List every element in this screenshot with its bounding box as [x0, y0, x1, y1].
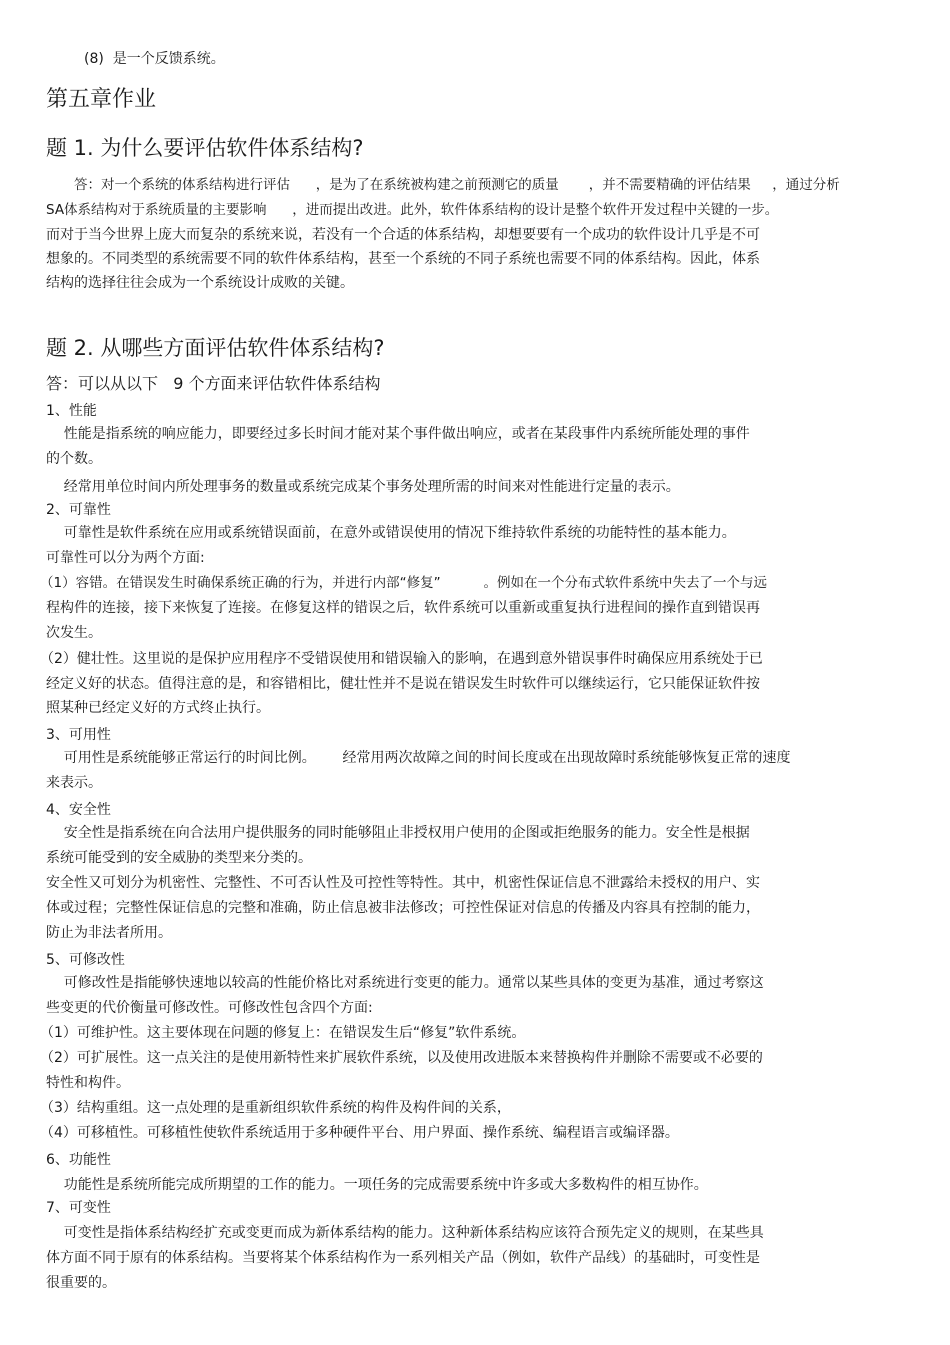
section-heading-reliability: 2、可靠性	[46, 502, 111, 518]
question-2-title: 题 2. 从哪些方面评估软件体系结构?	[46, 336, 385, 360]
section-line: 体方面不同于原有的体系结构。当要将某个体系结构作为一系列相关产品（例如，软件产品线）的基础时，可变性是	[46, 1250, 760, 1266]
section-line: 次发生。	[46, 625, 102, 641]
section-heading-availability: 3、可用性	[46, 727, 111, 743]
question-1-title: 题 1. 为什么要评估软件体系结构?	[46, 136, 364, 160]
section-line: 可变性是指体系结构经扩充或变更而成为新体系结构的能力。这种新体系结构应该符合预先定义的规则，在某些具	[46, 1225, 764, 1241]
section-line: 经定义好的状态。值得注意的是，和容错相比，健壮性并不是说在错误发生时软件可以继续运行，它只能保证软件按	[46, 676, 760, 692]
section-line: 来表示。	[46, 775, 102, 791]
section-line: 功能性是系统所能完成所期望的工作的能力。一项任务的完成需要系统中许多或大多数构件的相互协作。	[46, 1177, 708, 1193]
section-line: 防止为非法者所用。	[46, 925, 172, 941]
q1-answer-line-4: 想象的。不同类型的系统需要不同的软件体系结构，甚至一个系统的不同子系统也需要不同的体系结构。因此，体系	[46, 251, 760, 267]
section-line: 些变更的代价衡量可修改性。可修改性包含四个方面:	[46, 1000, 373, 1016]
section-line: （1）可维护性。这主要体现在问题的修复上：在错误发生后“修复”软件系统。	[40, 1025, 526, 1041]
section-heading-variability: 7、可变性	[46, 1200, 111, 1216]
section-line: 安全性又可划分为机密性、完整性、不可否认性及可控性等特性。其中，机密性保证信息不泄露给未授权的用户、实	[46, 875, 760, 891]
section-heading-functionality: 6、功能性	[46, 1152, 111, 1168]
q1-answer-line-5: 结构的选择往往会成为一个系统设计成败的关键。	[46, 275, 354, 291]
section-line: （2）健壮性。这里说的是保护应用程序不受错误使用和错误输入的影响，在遇到意外错误事件时确保应用系统处于已	[40, 651, 763, 667]
section-line: 可修改性是指能够快速地以较高的性能价格比对系统进行变更的能力。通常以某些具体的变更为基准，通过考察这	[46, 975, 764, 991]
section-line: 很重要的。	[46, 1275, 116, 1291]
section-line: （4）可移植性。可移植性使软件系统适用于多种硬件平台、用户界面、操作系统、编程语言或编译器。	[40, 1125, 679, 1141]
section-line: （3）结构重组。这一点处理的是重新组织软件系统的构件及构件间的关系，	[40, 1100, 511, 1116]
section-line: 的个数。	[46, 451, 102, 467]
section-line: 可用性是系统能够正常运行的时间比例。 经常用两次故障之间的时间长度或在出现故障时系统能够恢复正常的速度	[46, 750, 791, 766]
section-line: 程构件的连接，接下来恢复了连接。在修复这样的错误之后，软件系统可以重新或重复执行进程间的操作直到错误再	[46, 600, 760, 616]
q1-answer-line-3: 而对于当今世界上庞大而复杂的系统来说，若没有一个合适的体系结构，却想要要有一个成功的软件设计几乎是不可	[46, 227, 760, 243]
section-line: 可靠性可以分为两个方面:	[46, 550, 205, 566]
chapter-title: 第五章作业	[46, 87, 157, 112]
q2-answer-intro: 答：可以从以下 9 个方面来评估软件体系结构	[46, 374, 381, 393]
section-heading-performance: 1、性能	[46, 403, 97, 419]
section-line: 安全性是指系统在向合法用户提供服务的同时能够阻止非授权用户使用的企图或拒绝服务的能力。安全性是根据	[46, 825, 750, 841]
section-line: 体或过程；完整性保证信息的完整和准确，防止信息被非法修改；可控性保证对信息的传播及内容具有控制的能力，	[46, 900, 760, 916]
section-line: 照某种已经定义好的方式终止执行。	[46, 700, 270, 716]
section-line: 系统可能受到的安全威胁的类型来分类的。	[46, 850, 312, 866]
section-line: 可靠性是软件系统在应用或系统错误面前，在意外或错误使用的情况下维持软件系统的功能特性的基本能力。	[46, 525, 736, 541]
section-line: （2）可扩展性。这一点关注的是使用新特性来扩展软件系统，以及使用改进版本来替换构件并删除不需要或不必要的	[40, 1050, 763, 1066]
q1-answer-line-1: 答：对一个系统的体系结构进行评估 ，是为了在系统被构建之前预测它的质量 ，并不需要精确的评估结果 ，通过分析	[74, 177, 840, 193]
section-line: 特性和构件。	[46, 1075, 130, 1091]
section-heading-modifiability: 5、可修改性	[46, 952, 125, 968]
section-line: 经常用单位时间内所处理事务的数量或系统完成某个事务处理所需的时间来对性能进行定量的表示。	[46, 479, 680, 495]
section-heading-security: 4、安全性	[46, 802, 111, 818]
section-line: （1）容错。在错误发生时确保系统正确的行为，并进行内部“修复” 。例如在一个分布式软件系统中失去了一个与远	[40, 575, 767, 591]
section-line: 性能是指系统的响应能力，即要经过多长时间才能对某个事件做出响应，或者在某段事件内系统所能处理的事件	[46, 426, 750, 442]
q1-answer-line-2: SA体系结构对于系统质量的主要影响 ，进而提出改进。此外，软件体系结构的设计是整个软件开发过程中关键的一步。	[46, 202, 779, 218]
top-list-item: (8) 是一个反馈系统。	[84, 51, 225, 67]
